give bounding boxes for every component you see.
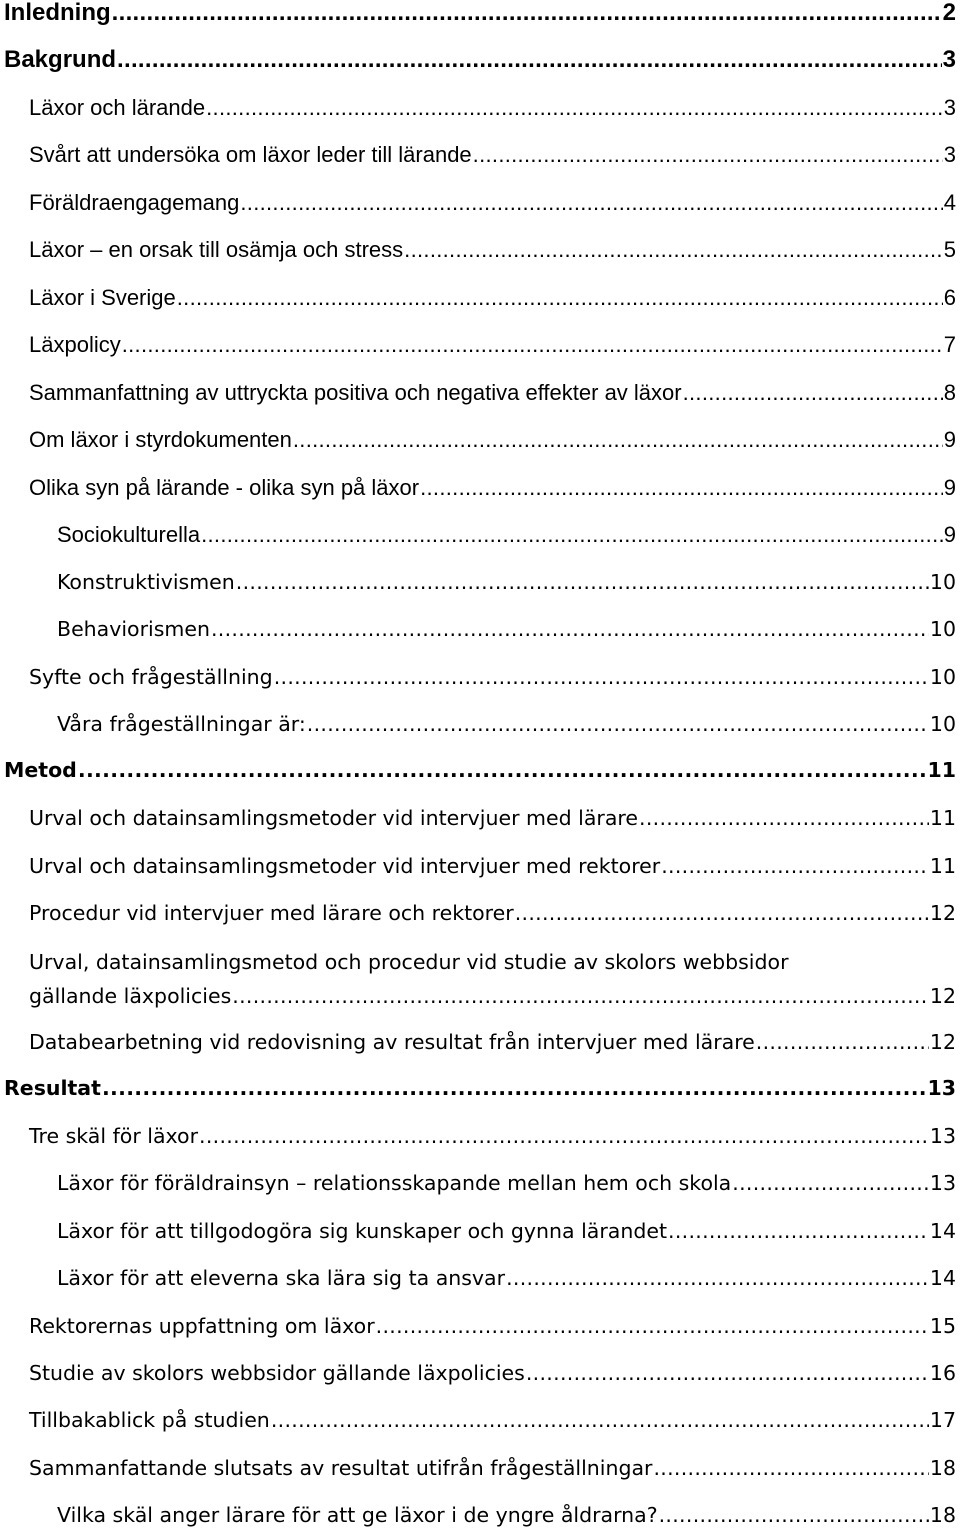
- dot-leader: [526, 1356, 929, 1390]
- toc-entry-page: 5: [943, 237, 956, 262]
- toc-entry-title: Våra frågeställningar är:: [57, 712, 306, 736]
- dot-leader: [661, 849, 929, 883]
- toc-entry[interactable]: [29, 328, 956, 362]
- toc-entry[interactable]: [4, 1071, 956, 1105]
- toc-entry-title: Konstruktivismen: [57, 570, 235, 594]
- toc-entry[interactable]: [29, 1451, 956, 1485]
- toc-entry-page: 14: [929, 1266, 956, 1290]
- toc-entry-page: 3: [942, 46, 956, 73]
- toc-entry-page: 12: [929, 984, 956, 1008]
- toc-entry-page: 12: [929, 1030, 956, 1054]
- toc-entry[interactable]: [29, 423, 956, 457]
- toc-entry[interactable]: [29, 1309, 956, 1343]
- dot-leader: [639, 801, 929, 835]
- toc-entry[interactable]: [57, 612, 956, 646]
- toc-entry[interactable]: [4, 0, 956, 30]
- dot-leader: [122, 328, 943, 362]
- toc-entry-title: Tillbakablick på studien: [29, 1408, 270, 1432]
- dot-leader: [177, 281, 943, 315]
- toc-entry-page: 13: [929, 1171, 956, 1195]
- dot-leader: [293, 423, 943, 457]
- dot-leader: [232, 979, 929, 1013]
- toc-entry-title: Resultat: [4, 1076, 101, 1100]
- dot-leader: [420, 471, 943, 505]
- dot-leader: [201, 518, 943, 552]
- toc-entry-page: 10: [929, 665, 956, 689]
- toc-entry[interactable]: [57, 1214, 956, 1248]
- dot-leader: [211, 612, 929, 646]
- toc-entry-page: 18: [929, 1503, 956, 1527]
- toc-entry-page: 18: [929, 1456, 956, 1480]
- toc-entry-page: 14: [929, 1219, 956, 1243]
- toc-entry-title: Läxor för att tillgodogöra sig kunskaper och gynna lärandet: [57, 1219, 668, 1243]
- toc-entry[interactable]: [29, 281, 956, 315]
- toc-entry-line: [29, 979, 956, 1013]
- toc-entry-title: Föräldraengagemang: [29, 190, 240, 215]
- toc-entry-title: Sammanfattning av uttryckta positiva och negativa effekter av läxor: [29, 380, 682, 405]
- toc-entry-title: Vilka skäl anger lärare för att ge läxor i de yngre åldrarna?: [57, 1503, 658, 1527]
- toc-entry-title: Svårt att undersöka om läxor leder till lärande: [29, 142, 472, 167]
- toc-entry-title: Läxor – en orsak till osämja och stress: [29, 237, 404, 262]
- dot-leader: [653, 1451, 928, 1485]
- toc-entry[interactable]: [4, 753, 956, 787]
- toc-entry[interactable]: [29, 1356, 956, 1390]
- toc-entry-title: Inledning: [4, 0, 111, 26]
- toc-entry-page: 10: [929, 712, 956, 736]
- toc-entry-page: 13: [929, 1124, 956, 1148]
- dot-leader: [515, 896, 929, 930]
- toc-entry-title: Studie av skolors webbsidor gällande läxpolicies: [29, 1361, 525, 1385]
- dot-leader: [506, 1261, 929, 1295]
- toc-entry[interactable]: [29, 1025, 956, 1059]
- toc-entry[interactable]: [29, 1403, 956, 1437]
- toc-entry[interactable]: [29, 660, 956, 694]
- dot-leader: [683, 376, 943, 410]
- dot-leader: [668, 1214, 929, 1248]
- toc-entry-title-continued: gällande läxpolicies: [29, 984, 232, 1008]
- toc-entry[interactable]: [29, 896, 956, 930]
- toc-entry-title: Tre skäl för läxor: [29, 1124, 199, 1148]
- toc-entry-page: 7: [943, 332, 956, 357]
- toc-entry-page: 3: [943, 142, 956, 167]
- toc-entry-page: 16: [929, 1361, 956, 1385]
- toc-entry-page: 13: [927, 1076, 956, 1100]
- toc-entry-title: Rektorernas uppfattning om läxor: [29, 1314, 375, 1338]
- toc-entry-page: 11: [929, 806, 956, 830]
- dot-leader: [78, 753, 927, 787]
- toc-entry-title: Sammanfattande slutsats av resultat utifrån frågeställningar: [29, 1456, 653, 1480]
- toc-entry[interactable]: [29, 471, 956, 505]
- dot-leader: [236, 565, 929, 599]
- toc-entry[interactable]: [29, 186, 956, 220]
- dot-leader: [271, 1403, 929, 1437]
- toc-entry-title: Databearbetning vid redovisning av resultat från intervjuer med lärare: [29, 1030, 755, 1054]
- toc-entry-page: 4: [943, 190, 956, 215]
- dot-leader: [240, 186, 942, 220]
- toc-entry[interactable]: [29, 376, 956, 410]
- toc-entry-page: 10: [929, 617, 956, 641]
- toc-entry-page: 12: [929, 901, 956, 925]
- toc-entry[interactable]: [29, 801, 956, 835]
- toc-entry-title: Urval och datainsamlingsmetoder vid intervjuer med rektorer: [29, 854, 661, 878]
- dot-leader: [102, 1071, 927, 1105]
- toc-entry-title: Procedur vid intervjuer med lärare och rektorer: [29, 901, 514, 925]
- toc-entry-title: Läxor i Sverige: [29, 285, 176, 310]
- toc-entry[interactable]: [57, 1261, 956, 1295]
- toc-entry[interactable]: [29, 138, 956, 172]
- toc-entry[interactable]: [29, 1119, 956, 1153]
- dot-leader: [112, 0, 942, 30]
- dot-leader: [117, 43, 942, 77]
- toc-entry[interactable]: [57, 707, 956, 741]
- toc-entry-title: Läxpolicy: [29, 332, 121, 357]
- toc-entry-title: Syfte och frågeställning: [29, 665, 273, 689]
- toc-entry[interactable]: [57, 1498, 956, 1532]
- toc-entry[interactable]: [29, 91, 956, 125]
- toc-entry[interactable]: [4, 43, 956, 77]
- toc-entry-page: 11: [929, 854, 956, 878]
- toc-entry-page: 9: [943, 522, 956, 547]
- toc-entry[interactable]: [57, 518, 956, 552]
- toc-entry-page: 9: [943, 427, 956, 452]
- toc-entry-page: 15: [929, 1314, 956, 1338]
- toc-entry-title: Bakgrund: [4, 46, 117, 73]
- toc-entry-page: 17: [929, 1408, 956, 1432]
- toc-entry-title: Urval, datainsamlingsmetod och procedur vid studie av skolors webbsidor: [29, 950, 789, 974]
- toc-entry-page: 2: [942, 0, 956, 26]
- toc-entry-page: 11: [927, 758, 956, 782]
- toc-entry-title: Urval och datainsamlingsmetoder vid intervjuer med lärare: [29, 806, 638, 830]
- toc-entry-title: Metod: [4, 758, 77, 782]
- dot-leader: [473, 138, 943, 172]
- toc-entry-title: Behaviorismen: [57, 617, 210, 641]
- dot-leader: [659, 1498, 929, 1532]
- toc-entry-title: Läxor för föräldrainsyn – relationsskapande mellan hem och skola: [57, 1171, 732, 1195]
- dot-leader: [376, 1309, 929, 1343]
- toc-entry-page: 10: [929, 570, 956, 594]
- toc-entry[interactable]: [29, 945, 956, 1013]
- dot-leader: [206, 91, 943, 125]
- dot-leader: [404, 233, 943, 267]
- toc-entry[interactable]: [29, 849, 956, 883]
- toc-entry-title: Om läxor i styrdokumenten: [29, 427, 292, 452]
- dot-leader: [756, 1025, 929, 1059]
- toc-entry-page: 3: [943, 95, 956, 120]
- toc-entry-title: Olika syn på lärande - olika syn på läxor: [29, 475, 420, 500]
- dot-leader: [732, 1166, 929, 1200]
- toc-entry[interactable]: [57, 1166, 956, 1200]
- toc-entry-title: Läxor och lärande: [29, 95, 206, 120]
- toc-entry-title: Sociokulturella: [57, 522, 201, 547]
- toc-entry-title: Läxor för att eleverna ska lära sig ta ansvar: [57, 1266, 506, 1290]
- toc-entry-page: 6: [943, 285, 956, 310]
- dot-leader: [199, 1119, 929, 1153]
- dot-leader: [307, 707, 929, 741]
- dot-leader: [274, 660, 929, 694]
- toc-entry[interactable]: [57, 565, 956, 599]
- toc-entry[interactable]: [29, 233, 956, 267]
- toc-entry-page: 8: [943, 380, 956, 405]
- toc-entry-page: 9: [943, 475, 956, 500]
